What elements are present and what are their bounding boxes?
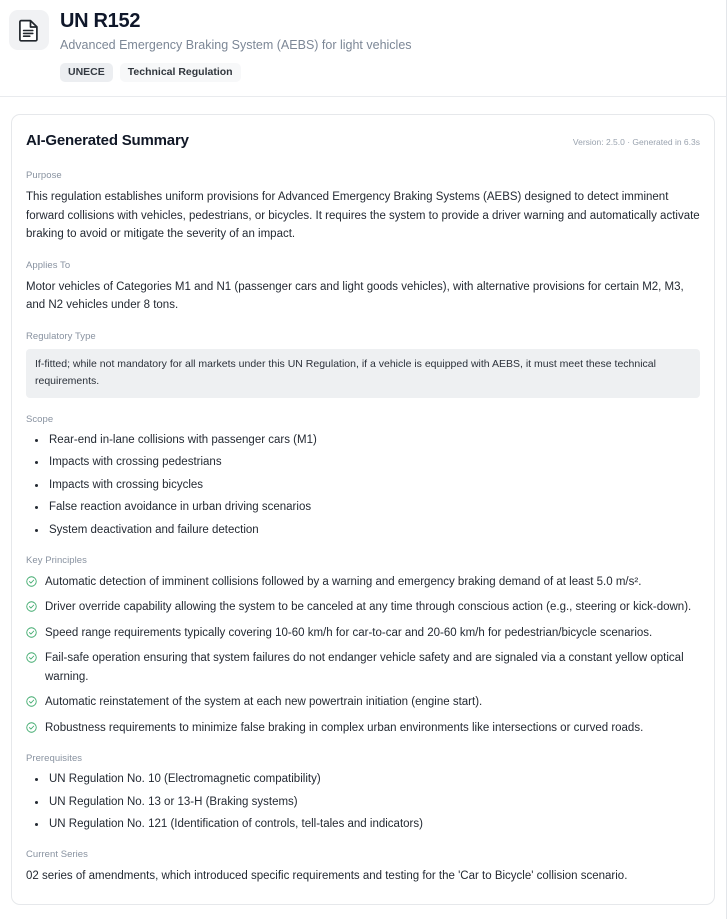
section-label-applies-to: Applies To (26, 259, 71, 271)
section-label-scope: Scope (26, 413, 54, 425)
list-item-label: False reaction avoidance in urban driving scenarios (49, 501, 312, 513)
list-item-label: Fail-safe operation ensuring that system failures do not endanger vehicle safety and are signaled via a constant yellow optical warning. (45, 652, 684, 683)
list-item (26, 499, 700, 516)
document-header (0, 0, 726, 96)
check-circle-icon (26, 722, 37, 733)
header-text-block (60, 8, 412, 82)
list-item (26, 719, 700, 738)
section-purpose (26, 170, 700, 244)
bullet-dot-icon (35, 529, 38, 532)
list-item-label: Robustness requirements to minimize false braking in complex urban environments like intersections or curved roads. (45, 721, 644, 734)
section-label-key-principles: Key Principles (26, 554, 87, 566)
prerequisites-list (26, 771, 700, 833)
list-item-label: UN Regulation No. 13 or 13-H (Braking systems) (49, 795, 298, 808)
list-item (26, 454, 700, 471)
page-title: UN R152 (60, 10, 141, 32)
section-label-current-series: Current Series (26, 849, 88, 860)
list-item-label: Driver override capability allowing the system to be canceled at any time through conscious action (e.g., steering or kick-down). (45, 601, 692, 613)
section-text-purpose: This regulation establishes uniform provisions for Advanced Emergency Braking Systems (AEBS) designed to detect imminent forward collisions with vehicles, pedestrians, or bicycles. It requires the system to provide a driver warning and automatically activate braking to avoid or mitigate the severity of an impact. (26, 191, 700, 240)
list-item (26, 649, 700, 686)
list-item-label: System deactivation and failure detection (49, 523, 259, 536)
list-item (26, 477, 700, 494)
regulatory-type-callout: If-fitted; while not mandatory for all markets under this UN Regulation, if a vehicle is equipped with AEBS, it must meet these technical requirements. (26, 349, 700, 398)
list-item-label: Automatic detection of imminent collisions followed by a warning and emergency braking demand of at least 5.0 m/s². (45, 575, 642, 588)
list-item (26, 432, 700, 449)
badge-unece[interactable]: UNECE (60, 63, 113, 82)
list-item-label: Speed range requirements typically covering 10-60 km/h for car-to-car and 20-60 km/h for pedestrian/bicycle scenarios. (45, 626, 653, 639)
summary-card-header (26, 132, 700, 150)
section-current-series (26, 849, 700, 886)
check-circle-icon (26, 576, 37, 587)
list-item-label: UN Regulation No. 10 (Electromagnetic compatibility) (49, 773, 321, 785)
section-key-principles (26, 555, 700, 738)
document-icon (9, 10, 49, 50)
bullet-dot-icon (35, 439, 38, 442)
section-applies-to (26, 260, 700, 315)
summary-card-wrapper (0, 97, 726, 919)
list-item-label: UN Regulation No. 121 (Identification of controls, tell-tales and indicators) (49, 818, 423, 830)
scope-list (26, 432, 700, 539)
check-circle-icon (26, 652, 37, 663)
bullet-dot-icon (35, 506, 38, 509)
section-text-current-series: 02 series of amendments, which introduced specific requirements and testing for the 'Car to Bicycle' collision scenario. (26, 870, 628, 882)
list-item (26, 693, 700, 712)
badge-row (60, 63, 412, 82)
bullet-dot-icon (35, 801, 38, 804)
section-regulatory-type (26, 331, 700, 398)
check-circle-icon (26, 601, 37, 612)
section-label-regulatory-type: Regulatory Type (26, 330, 96, 342)
section-scope (26, 414, 700, 539)
list-item (26, 624, 700, 643)
section-label-prerequisites: Prerequisites (26, 753, 83, 764)
list-item-label: Impacts with crossing pedestrians (49, 456, 222, 468)
list-item-label: Impacts with crossing bicycles (49, 478, 204, 491)
bullet-dot-icon (35, 823, 38, 826)
key-principles-list (26, 573, 700, 738)
bullet-dot-icon (35, 461, 38, 464)
list-item-label: Automatic reinstatement of the system at each new powertrain initiation (engine start). (45, 696, 483, 708)
list-item (26, 816, 700, 833)
summary-title: AI-Generated Summary (26, 132, 189, 149)
bullet-dot-icon (35, 484, 38, 487)
section-text-applies-to: Motor vehicles of Categories M1 and N1 (passenger cars and light goods vehicles), with alternative provisions for certain M2, M3, and N2 vehicles under 8 tons. (26, 280, 684, 311)
badge-technical-regulation[interactable]: Technical Regulation (120, 63, 241, 82)
list-item (26, 794, 700, 811)
check-circle-icon (26, 696, 37, 707)
summary-meta: Version: 2.5.0 · Generated in 6.3s (572, 137, 700, 147)
section-label-purpose: Purpose (26, 170, 62, 181)
list-item (26, 573, 700, 592)
list-item (26, 522, 700, 539)
section-prerequisites (26, 753, 700, 833)
list-item (26, 771, 700, 788)
bullet-dot-icon (35, 778, 38, 781)
list-item (26, 598, 700, 617)
page-subtitle: Advanced Emergency Braking System (AEBS) for light vehicles (60, 38, 412, 52)
ai-generated-summary-card (11, 114, 715, 905)
list-item-label: Rear-end in-lane collisions with passenger cars (M1) (49, 433, 317, 446)
check-circle-icon (26, 627, 37, 638)
